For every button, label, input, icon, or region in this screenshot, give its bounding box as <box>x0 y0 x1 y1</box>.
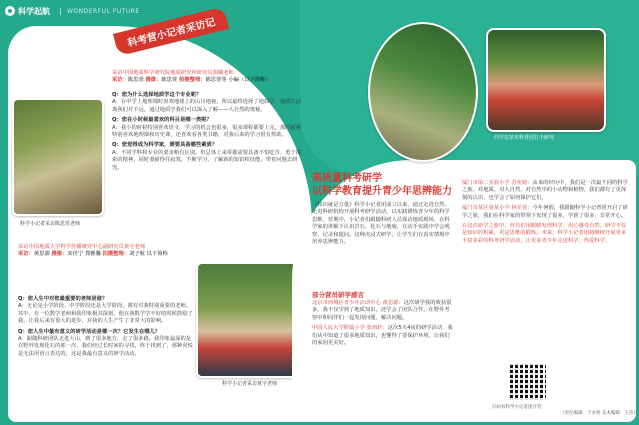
qa1-a3: A：不同学科和专业的要求稍有区别，但总体上来讲都需要具备不怕吃苦、勇于探索的精神，同时要耐得住寂寞，不断学习，了解新的知识和技能，带着问题去研究。 <box>112 149 302 171</box>
qa1-q2: Q：您在小时候最喜欢的科目是哪一类呢？ <box>112 117 212 124</box>
caption-1: 科学小记者采访陈思萱老师 <box>20 221 81 227</box>
qa2-a2: A：跟随科研团队走进大山，到了很多地方，走了很多路。我印象最深的是在野外发现化石的那一次，我们经过长时间的寻找，终于找到了，那种喜悦是无法用语言表达的，这是我最有意义的研学活动。 <box>18 336 193 357</box>
photo-students <box>486 28 606 132</box>
qa1-block <box>112 92 302 172</box>
heading-line-2: 以科学教育提升青少年思辨能力 <box>312 186 452 197</box>
caption-3: 黄河古道研学营 <box>382 165 418 171</box>
qr-caption: 扫码看科学小记者团开营 <box>492 405 542 410</box>
heading-line-1: 高质量科考研学 <box>312 173 382 184</box>
qa2-q1: Q：您人生中对您最重要的老师是谁？ <box>18 296 108 302</box>
qa1-a1: A：在中学上地理课时喜欢地球上的山川地貌，所以最终选择了地质学。地质生活离我们并不远，通过地质学我们可以深入了解——大自然的奥秘。 <box>112 99 302 113</box>
qa2-block <box>18 296 194 358</box>
photo-forest-trail <box>368 22 478 162</box>
photo-interview-1 <box>12 98 104 216</box>
interview1-intro: 采访中国地质科学研究院地质研究所研究员郭曦老师 <box>112 70 234 76</box>
editor-credits: （责任编辑：于永明 美术编辑：王苗） <box>560 411 638 416</box>
interview1-info <box>112 70 312 85</box>
caption-4: 同学在苗木科普园打卡研究 <box>494 135 555 141</box>
qa2-q2: Q：您人生中最有意义的研学活动是哪一次？它发生在哪儿？ <box>18 328 161 335</box>
brand-name: 科学起航 <box>18 6 50 16</box>
photo-interview-2 <box>196 262 306 378</box>
interview2-intro: 采访中国地质大学科学传播研究中心副研究员黄宇老师 <box>18 244 146 250</box>
header-bar <box>0 0 639 22</box>
interview2-credits: 采访：黄思源 摄像：宋佳宁 郑雅馨 拍摄整理：刘子航 以下简称 <box>18 251 168 258</box>
interview1-credits: 采访：陈思萱 摄像：陈思萱 拍摄整理：陈思萱等 小编（以下简称） <box>112 77 271 84</box>
quotes-left: 北京市西城区青少年活动中心 黄思源：这次研学我的收获很多，我不仅学到了地质知识，还学会了团队合作，在野外考察中和同伴们一起发现问题、解决问题。 中国人民大学附属小学 张雨轩：这次5天4夜的研学活动，我们从中知道了很多地质知识，也懂得了要保护环境，让我们的家园更美好。 <box>312 300 453 347</box>
article-heading <box>312 172 452 198</box>
interview2-info <box>18 244 188 259</box>
qa1-q3: Q：您觉得成为科学家，需要具备哪些素质？ <box>112 142 218 149</box>
qa1-q1: Q：您为什么选择地质学这个专业呢？ <box>112 92 202 98</box>
quotes-heading: 部分营员研学感言 <box>312 291 364 299</box>
qa2-a1: A：无论是小学阶段、中学阶段还是大学阶段，都有对我特别重要的老师。其中，有一位数学老师和我印象极其深刻，他在我数学学不好的时候鼓励了我，让我后来有很大的进步，对我的人生产生了非常大的影响。 <box>18 303 193 325</box>
brand-subtitle: WONDERFUL FUTURE <box>60 8 140 15</box>
article-intro: 《知识就是力量》科学小记者团成立以来，通过走进自然、走进科研机构开展科考研学活动，以实践锤炼青少年的科学思维。营期中，小记者们跟随科研人员探访地质现场，在科学家的讲解下认识岩石、化石与地貌，在动手实践中学会观察、记录和提问。这种沉浸式研学，让学生们在真实情境中培养思辨能力。 <box>312 202 450 246</box>
section-tag: 科考营小记者采访记 <box>113 6 229 56</box>
caption-2: 科学小记者采访黄宇老师 <box>222 381 278 387</box>
brand-logo-icon <box>5 6 15 16</box>
qr-code[interactable] <box>508 362 548 402</box>
brand <box>0 6 50 17</box>
quotes-right: 厦门市第二实验小学 苏奕铭：从来的经历中，我们是一次最不同的科学之旅。对地质、对大自然、对自然中的小动物和植物，我们都有了更深刻的认识，也学会了如何保护它们。 厦门市某区第某小学 林芷萱：今年暑假，我跟随科学小记者团开启了研学之旅，我们在科学家的带领下发现了很多，学到了很多，非常开心。 在这次研学之旅中，营员们用眼睛发现科学，用心感受自然。研学不仅是知识的积累，更是思维的锻炼。未来，科学小记者团将继续开展更多丰富多彩的科考研学活动，让更多青少年走进科学、热爱科学。 <box>462 180 628 244</box>
qa1-a2: A：我小的时候特别喜欢语文，学习的机会也很多，很多课程都要上完。那时候我特别喜欢地理课和历史课，还喜欢看各类书籍，对我后来的学习很有帮助。 <box>112 124 302 139</box>
